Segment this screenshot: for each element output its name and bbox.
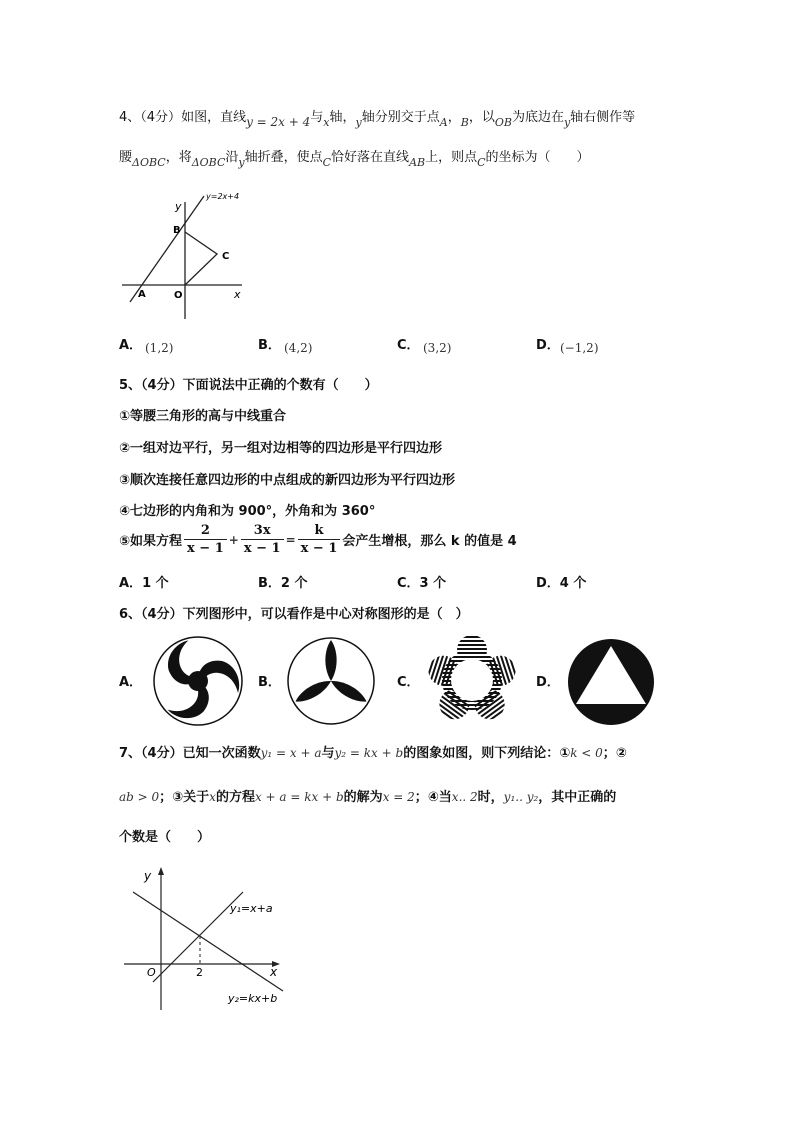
q5-operator: = <box>285 532 296 547</box>
q7-text: ；③关于 <box>159 790 210 805</box>
q4-text: 轴右侧作等 <box>570 110 636 125</box>
q4-figure <box>118 188 250 323</box>
q4-option-d-label: D． <box>536 338 560 353</box>
q4-math: C <box>477 156 486 169</box>
q4-text: 的坐标为（ ） <box>485 150 590 165</box>
q4-text: 恰好落在直线 <box>331 150 410 165</box>
q5-statement-3: ③顺次连接任意四边形的中点组成的新四边形为平行四边形 <box>119 473 456 488</box>
fraction-numerator: k <box>298 522 341 540</box>
q4-math: ΔOBC <box>132 156 166 169</box>
q5-text: ⑤如果方程 <box>119 534 183 549</box>
fraction-3 <box>298 522 341 557</box>
q4-text: ，将 <box>165 150 192 165</box>
q5-option-c <box>397 572 446 591</box>
q5-statement-5 <box>119 522 517 557</box>
option-label: C． <box>397 576 420 591</box>
q7-math: x.. 2 <box>451 790 478 804</box>
q7-text: 的图象如图，则下列结论：① <box>403 746 571 761</box>
q6-option-d-label: D． <box>536 675 560 690</box>
q4-text: 沿 <box>225 150 239 165</box>
q7-text: 与 <box>321 746 335 761</box>
q4-math: x <box>323 116 330 129</box>
q6-option-b-label: B． <box>258 675 281 690</box>
q4-math: y <box>238 156 245 169</box>
q6-figure-d <box>567 638 655 726</box>
q7-math: x + a = kx + b <box>254 790 344 804</box>
q4-option-a-label: A． <box>119 338 143 353</box>
q4-stem-line1 <box>119 106 636 129</box>
q4-text: 如图，直线 <box>181 110 247 125</box>
option-label: B． <box>258 576 281 591</box>
option-label: D． <box>536 576 560 591</box>
q6-figure-b <box>286 636 376 726</box>
q4-text: ，以 <box>468 110 495 125</box>
q5-option-d <box>536 572 586 591</box>
option-value: 3 个 <box>419 576 447 591</box>
q4-fig-point-a: A <box>138 289 146 300</box>
q4-fig-x-label: x <box>234 288 241 301</box>
q4-fig-point-c: C <box>222 251 230 262</box>
q4-fig-point-b: B <box>173 225 181 236</box>
option-value: 4 个 <box>559 576 587 591</box>
option-label: A． <box>119 576 143 591</box>
q4-option-a-value: (1,2) <box>145 341 174 355</box>
q4-fig-y-label: y <box>175 200 182 213</box>
q7-stem-line2 <box>119 786 616 805</box>
q4-option-c-value: (3,2) <box>423 341 452 355</box>
fraction-numerator: 3x <box>241 522 284 540</box>
q6-option-c-label: C． <box>397 675 420 690</box>
q4-fig-origin: O <box>174 290 183 301</box>
q7-text: ，其中正确的 <box>538 790 617 805</box>
q4-score: （4分） <box>140 110 182 125</box>
q4-text: 上，则点 <box>425 150 478 165</box>
q5-statement-2: ②一组对边平行，另一组对边相等的四边形是平行四边形 <box>119 441 443 456</box>
fraction-denominator: x − 1 <box>243 541 281 556</box>
q4-text: 为底边在 <box>511 110 564 125</box>
q4-line-equation: y = 2x + 4 <box>246 115 311 129</box>
q7-fig-x-label: x <box>270 965 278 979</box>
q7-text: ；② <box>602 746 627 761</box>
option-value: 1 个 <box>142 576 169 591</box>
q4-math: y <box>563 116 571 129</box>
q7-math: k < 0 <box>570 746 603 760</box>
q7-text: 的方程 <box>215 790 255 805</box>
q5-statement-4: ④七边形的内角和为 900°，外角和为 360° <box>119 504 376 519</box>
q7-fig-line1-label: y₁=x+a <box>230 902 273 915</box>
q7-math: x <box>209 790 216 804</box>
q4-text: 与 <box>310 110 324 125</box>
q4-text: 轴折叠，使点 <box>244 150 323 165</box>
q4-fig-line-label: y=2x+4 <box>206 192 240 201</box>
q4-math: ΔOBC <box>191 156 226 169</box>
q4-math: AB <box>409 156 426 169</box>
q7-math: y₂ = kx + b <box>334 746 404 760</box>
fraction-numerator: 2 <box>184 522 227 540</box>
q4-option-b-value: (4,2) <box>284 341 313 355</box>
q7-stem-line1 <box>119 742 627 761</box>
q7-text: ；④当 <box>414 790 452 805</box>
q4-text: 轴分别交于点 <box>361 110 440 125</box>
q4-option-c-label: C． <box>397 338 420 353</box>
q4-stem-line2 <box>119 146 590 169</box>
q5-stem: 5、（4分）下面说法中正确的个数有（ ） <box>119 378 378 393</box>
fraction-denominator: x − 1 <box>300 541 338 556</box>
q7-fig-origin: O <box>147 966 156 979</box>
q4-text: 腰 <box>119 150 133 165</box>
fraction-1 <box>184 522 227 557</box>
q7-math: y₁ = x + a <box>260 746 322 760</box>
q7-text: 的解为 <box>343 790 383 805</box>
q7-fig-y-label: y <box>144 869 152 883</box>
q4-math: B <box>460 116 469 129</box>
fraction-denominator: x − 1 <box>187 541 224 556</box>
q4-option-d-value: (−1,2) <box>560 341 599 355</box>
q7-fig-tick-2: 2 <box>196 966 203 979</box>
q7-text: 7、（4分）已知一次函数 <box>119 746 261 761</box>
q6-figure-c <box>426 632 518 724</box>
q7-text: 时， <box>477 790 504 805</box>
q5-option-a <box>119 572 169 591</box>
q5-text: 会产生增根，那么 k 的值是 4 <box>342 534 517 549</box>
option-value: 2 个 <box>280 576 308 591</box>
q6-option-a-label: A． <box>119 675 143 690</box>
q6-figure-a <box>152 635 244 727</box>
fraction-2 <box>241 522 284 557</box>
q4-number: 4、 <box>119 110 141 125</box>
q4-math: A <box>439 116 448 129</box>
q7-fig-line2-label: y₂=kx+b <box>228 992 278 1005</box>
q4-math: C <box>322 156 332 169</box>
q5-operator: + <box>228 532 239 547</box>
q5-option-b <box>258 572 308 591</box>
q7-math: ab > 0 <box>119 790 160 804</box>
q4-text: 轴， <box>329 110 356 125</box>
q4-option-b-label: B． <box>258 338 281 353</box>
q7-math: x = 2 <box>382 790 415 804</box>
q7-figure <box>118 862 293 1012</box>
q4-math: y <box>355 116 362 129</box>
q4-text: ， <box>447 110 461 125</box>
q7-stem-line3: 个数是（ ） <box>119 830 211 845</box>
q5-statement-1: ①等腰三角形的高与中线重合 <box>119 409 287 424</box>
q7-math: y₁.. y₂ <box>503 790 539 804</box>
q6-stem: 6、（4分）下列图形中，可以看作是中心对称图形的是（ ） <box>119 607 469 622</box>
q4-math: OB <box>494 116 512 129</box>
